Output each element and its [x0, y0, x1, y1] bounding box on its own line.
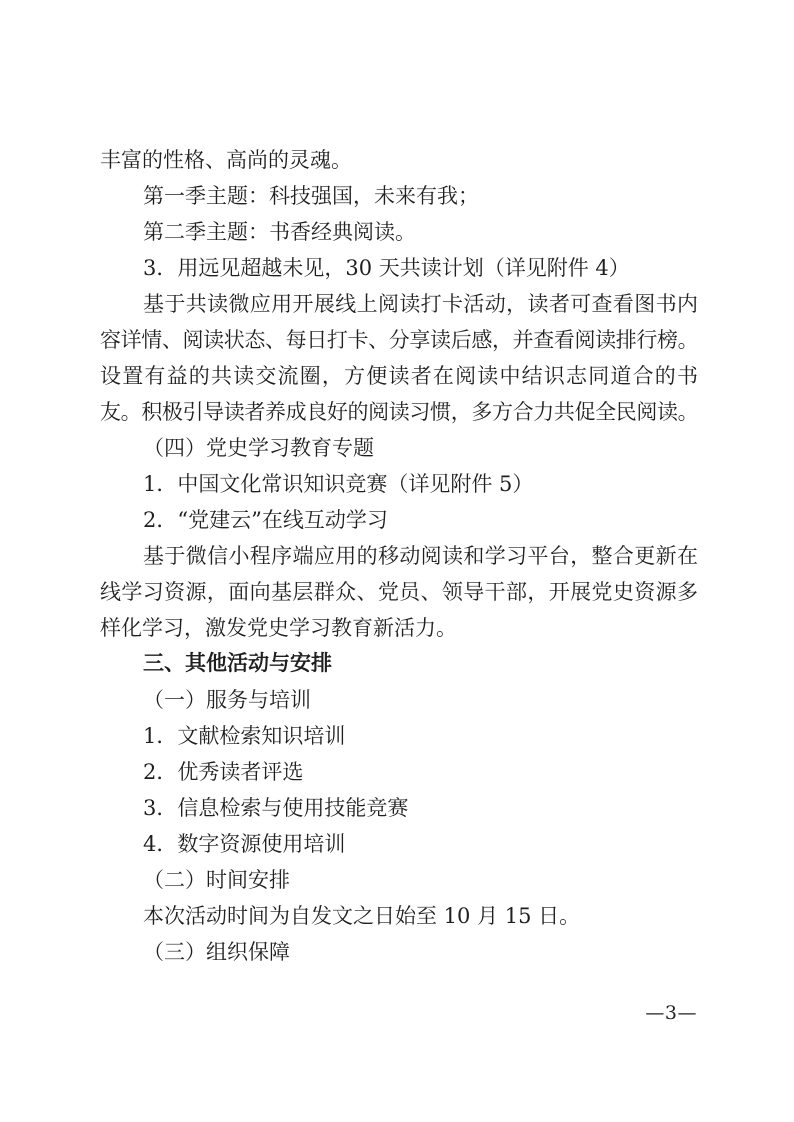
section-heading: （四）党史学习教育专题	[143, 436, 374, 460]
text-line: 3．信息检索与使用技能竞赛	[143, 796, 409, 820]
section-heading: （二）时间安排	[143, 868, 290, 892]
text-line: 4．数字资源使用培训	[143, 832, 346, 856]
section-heading: （三）组织保障	[143, 940, 290, 964]
document-body	[100, 142, 698, 970]
text-line: 第一季主题：科技强国，未来有我；	[143, 184, 479, 208]
text-line: 样化学习，激发党史学习教育新活力。	[100, 616, 457, 640]
text-line: 1．中国文化常识知识竞赛（详见附件 5）	[143, 472, 534, 496]
text-line: 第二季主题：书香经典阅读。	[143, 220, 416, 244]
text-line: 2．优秀读者评选	[143, 760, 304, 784]
section-heading: 三、其他活动与安排	[143, 652, 332, 675]
text-line: 1．文献检索知识培训	[143, 724, 346, 748]
text-line: 容详情、阅读状态、每日打卡、分享读后感，并查看阅读排行榜。	[100, 328, 698, 352]
text-line: 友。积极引导读者养成良好的阅读习惯，多方合力共促全民阅读。	[100, 400, 698, 424]
section-heading: （一）服务与培训	[143, 688, 311, 712]
text-line: 设置有益的共读交流圈，方便读者在阅读中结识志同道合的书	[100, 364, 698, 388]
text-line: 本次活动时间为自发文之日始至 10 月 15 日。	[143, 904, 581, 928]
page-number: —3—	[645, 1002, 697, 1024]
text-line: 丰富的性格、高尚的灵魂。	[100, 148, 352, 172]
text-line: 线学习资源，面向基层群众、党员、领导干部，开展党史资源多	[100, 580, 698, 604]
text-line: 2．“党建云”在线互动学习	[143, 508, 388, 532]
text-line: 3．用远见超越未见，30 天共读计划（详见附件 4）	[143, 256, 630, 280]
text-line: 基于微信小程序端应用的移动阅读和学习平台，整合更新在	[143, 544, 698, 568]
text-line: 基于共读微应用开展线上阅读打卡活动，读者可查看图书内	[143, 292, 698, 316]
